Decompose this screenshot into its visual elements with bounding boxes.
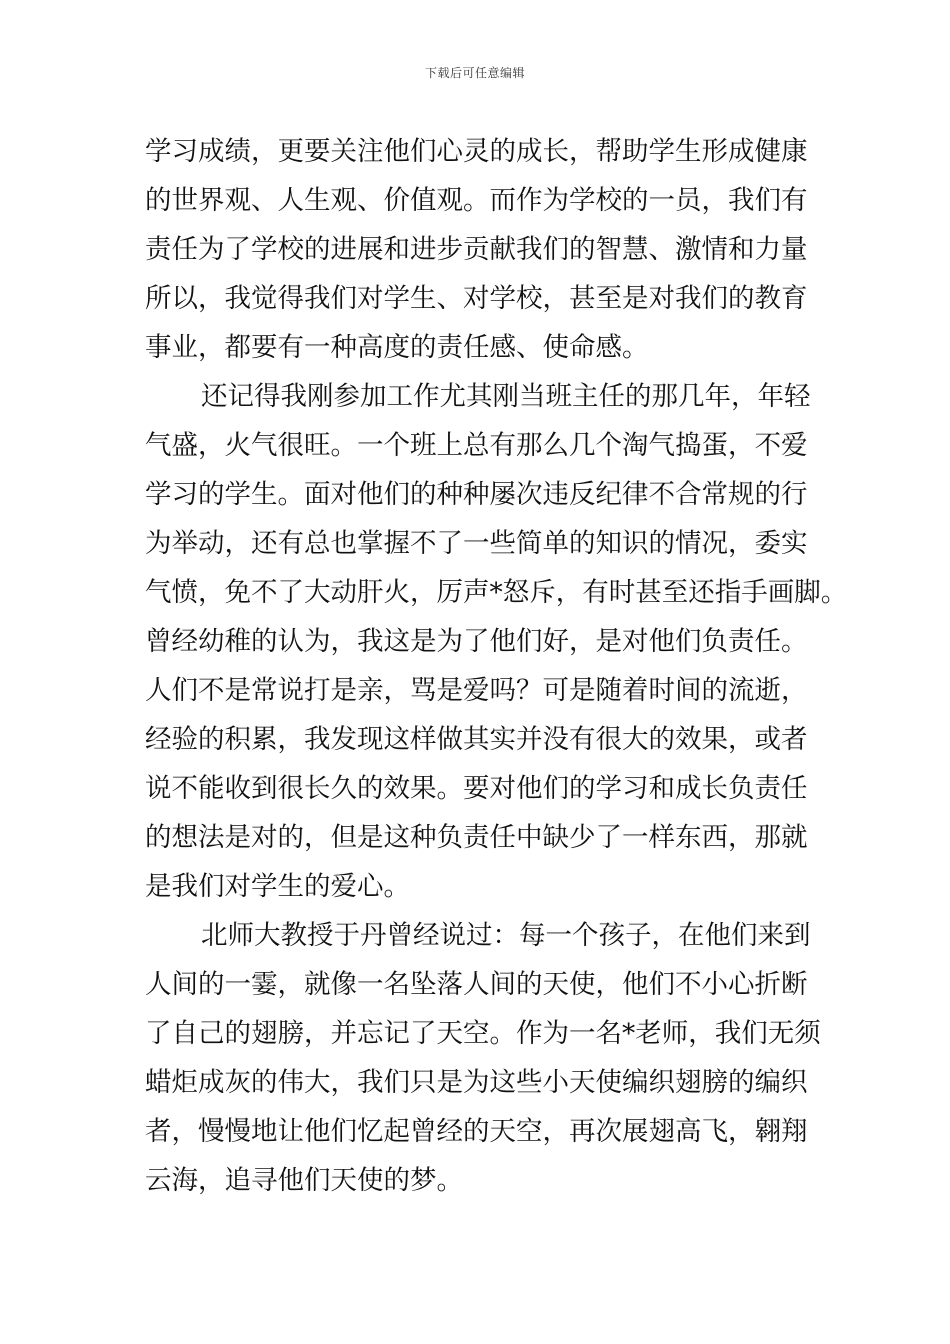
text-line: 所以，我觉得我们对学生、对学校，甚至是对我们的教育: [145, 283, 808, 314]
text-line: 气愤，免不了大动肝火，厉声*怒斥，有时甚至还指手画脚。: [145, 577, 848, 608]
paragraph-3: [145, 911, 835, 1205]
document-body: [145, 127, 848, 1205]
text-line: 北师大教授于丹曾经说过：每一个孩子，在他们来到: [201, 920, 811, 951]
text-line: 学习成绩，更要关注他们心灵的成长，帮助学生形成健康: [145, 136, 808, 167]
text-line: 气盛，火气很旺。一个班上总有那么几个淘气捣蛋，不爱: [145, 430, 808, 461]
text-line: 说不能收到很长久的效果。要对他们的学习和成长负责任: [145, 773, 808, 804]
text-line: 者，慢慢地让他们忆起曾经的天空，再次展翅高飞，翱翔: [145, 1116, 808, 1147]
text-line: 还记得我刚参加工作尤其刚当班主任的那几年，年轻: [201, 381, 811, 412]
text-line: 是我们对学生的爱心。: [145, 871, 410, 902]
text-line: 曾经幼稚的认为，我这是为了他们好，是对他们负责任。: [145, 626, 808, 657]
paragraph-1: [145, 127, 835, 372]
text-line: 蜡炬成灰的伟大，我们只是为这些小天使编织翅膀的编织: [145, 1067, 808, 1098]
paragraph-2: [145, 372, 848, 911]
text-line: 为举动，还有总也掌握不了一些简单的知识的情况，委实: [145, 528, 808, 559]
text-line: 人们不是常说打是亲，骂是爱吗？可是随着时间的流逝，: [145, 675, 808, 706]
text-line: 云海，追寻他们天使的梦。: [145, 1165, 463, 1196]
text-line: 责任为了学校的进展和进步贡献我们的智慧、激情和力量: [145, 234, 808, 265]
text-line: 人间的一霎，就像一名坠落人间的天使，他们不小心折断: [145, 969, 808, 1000]
header-note: 下载后可任意编辑: [424, 66, 525, 80]
text-line: 的世界观、人生观、价值观。而作为学校的一员，我们有: [145, 185, 808, 216]
text-line: 事业，都要有一种高度的责任感、使命感。: [145, 332, 649, 363]
text-line: 的想法是对的，但是这种负责任中缺少了一样东西，那就: [145, 822, 808, 853]
text-line: 学习的学生。面对他们的种种屡次违反纪律不合常规的行: [145, 479, 808, 510]
text-line: 了自己的翅膀，并忘记了天空。作为一名*老师，我们无须: [145, 1018, 821, 1049]
text-line: 经验的积累，我发现这样做其实并没有很大的效果，或者: [145, 724, 808, 755]
